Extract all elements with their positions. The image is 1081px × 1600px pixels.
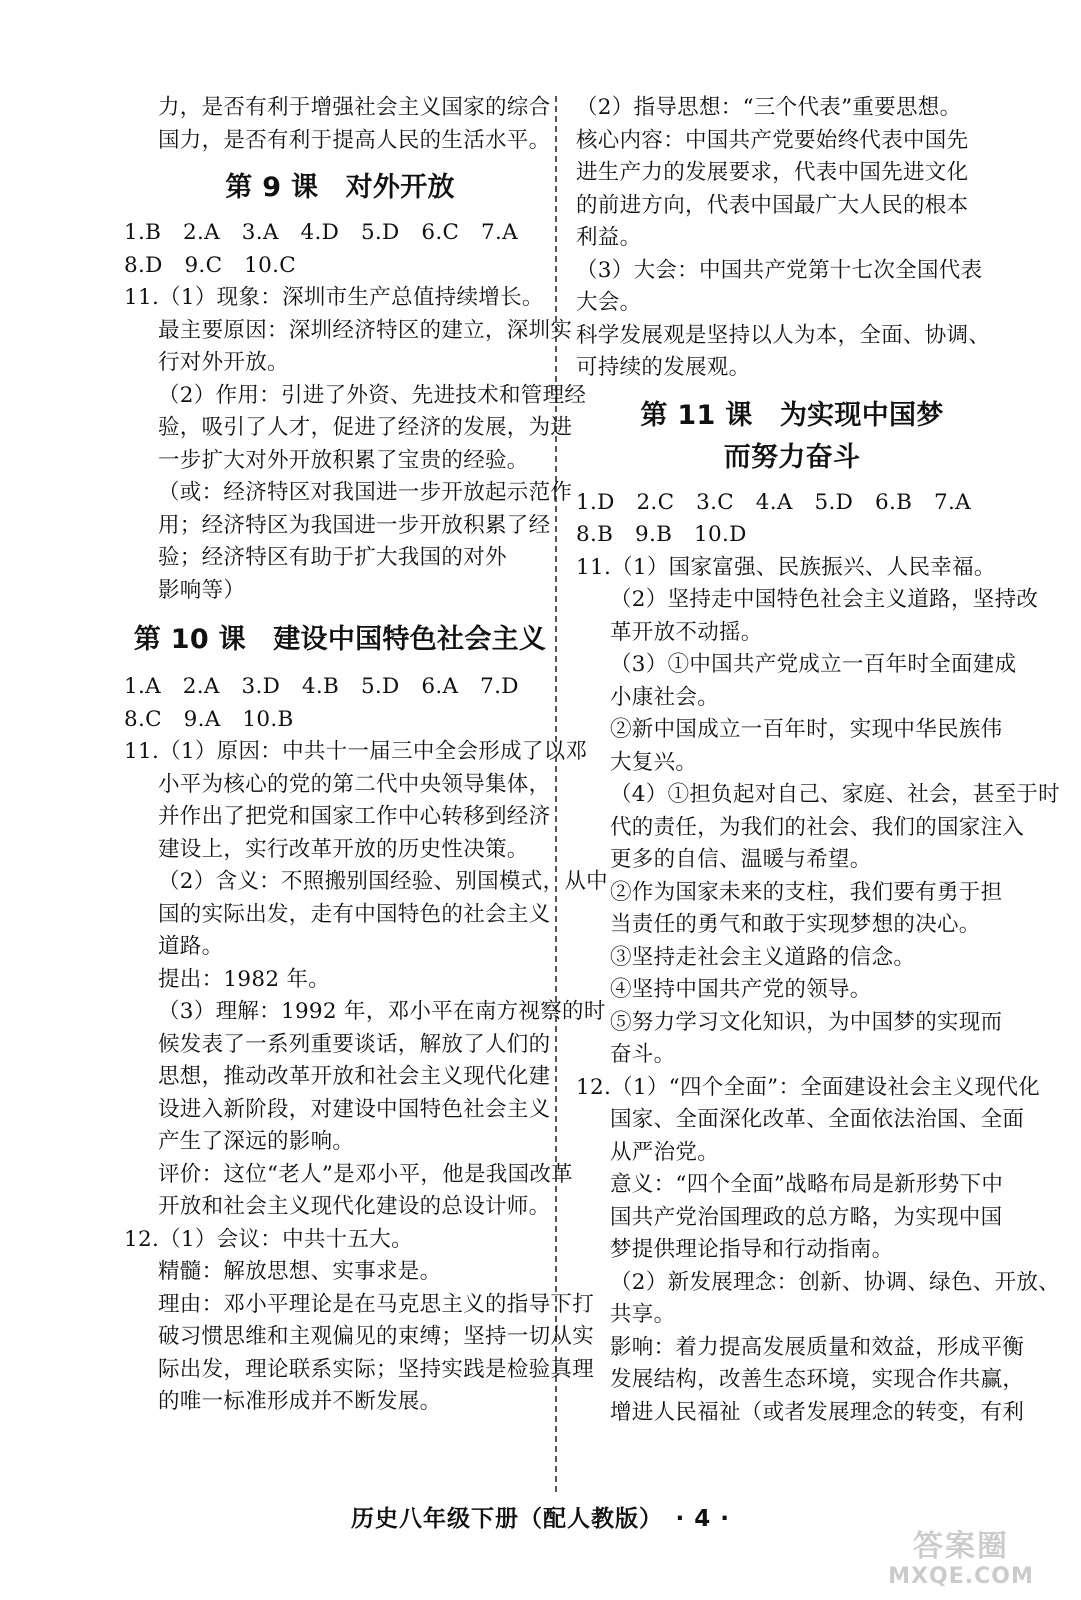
left-column: [124, 92, 608, 1419]
lesson-11-title-line-2: 而努力奋斗: [723, 441, 861, 473]
text-line: 际出发，理论联系实际；坚持实践是检验真理: [158, 1356, 595, 1382]
text-line: 国共产党治国理政的总方略，为实现中国: [610, 1204, 1003, 1230]
watermark-url: MXQE.COM: [888, 1564, 1034, 1589]
text-line: 开放和社会主义现代化建设的总设计师。: [158, 1194, 551, 1219]
text-line: 共享。: [610, 1302, 676, 1327]
right-column: [576, 92, 1060, 1429]
text-line: 梦提供理论指导和行动指南。: [610, 1237, 894, 1262]
text-line: 小平为核心的党的第二代中央领导集体，: [158, 771, 551, 797]
text-line: 的前进方向，代表中国最广大人民的根本: [576, 192, 969, 218]
text-line: 12.（1）会议：中共十五大。: [124, 1226, 413, 1252]
text-line: 11.（1）国家富强、民族振兴、人民幸福。: [576, 554, 996, 580]
text-line: （3）①中国共产党成立一百年时全面建成: [610, 652, 1017, 677]
text-line: 意义：“四个全面”战略布局是新形势下中: [610, 1172, 1004, 1197]
text-line: 核心内容：中国共产党要始终代表中国先: [576, 127, 969, 153]
text-line: 国的实际出发，走有中国特色的社会主义: [158, 901, 551, 927]
lesson-9-answers: 1.B 2.A 3.A 4.D 5.D 6.C 7.A: [124, 220, 518, 245]
text-line: 理由：邓小平理论是在马克思主义的指导下打: [158, 1291, 595, 1317]
text-line: ②新中国成立一百年时，实现中华民族伟: [610, 717, 1003, 742]
text-line: 12.（1）“四个全面”：全面建设社会主义现代化: [576, 1074, 1041, 1100]
text-line: 思想，推动改革开放和社会主义现代化建: [158, 1064, 551, 1089]
lesson-11-title: [576, 395, 1008, 479]
lesson-11-answers: 8.B 9.B 10.D: [576, 522, 747, 547]
text-line: 更多的自信、温暖与希望。: [610, 847, 872, 872]
text-line: ②作为国家未来的支柱，我们要有勇于担: [610, 879, 1003, 905]
text-line: 产生了深远的影响。: [158, 1129, 355, 1154]
text-line: 道路。: [158, 934, 224, 959]
text-line: 利益。: [576, 225, 642, 250]
text-line: ③坚持走社会主义道路的信念。: [610, 944, 916, 970]
text-line: 大复兴。: [610, 749, 698, 775]
text-line: ④坚持中国共产党的领导。: [610, 977, 872, 1002]
text-line: 增进人民福祉（或者发展理念的转变，有利: [610, 1399, 1025, 1425]
text-line: （2）指导思想：“三个代表”重要思想。: [576, 95, 962, 120]
lesson-11-title-line-1: 第 11 课 为实现中国梦: [640, 399, 944, 431]
text-line: 大会。: [576, 290, 642, 315]
text-line: 进生产力的发展要求，代表中国先进文化: [576, 160, 969, 185]
text-line: 用；经济特区为我国进一步开放积累了经: [158, 512, 551, 538]
text-line: 一步扩大对外开放积累了宝贵的经验。: [158, 447, 529, 473]
lesson-11-answers: 1.D 2.C 3.C 4.A 5.D 6.B 7.A: [576, 489, 971, 515]
text-line: 行对外开放。: [158, 350, 289, 375]
watermark-logo: [861, 1529, 1061, 1592]
text-line: 破习惯思维和主观偏见的束缚；坚持一切从实: [158, 1324, 595, 1349]
text-line: ⑤努力学习文化知识，为中国梦的实现而: [610, 1009, 1003, 1035]
text-line: 最主要原因：深圳经济特区的建立，深圳实: [158, 317, 573, 343]
text-line: （4）①担负起对自己、家庭、社会，甚至于时: [610, 782, 1060, 807]
text-line: （2）坚持走中国特色社会主义道路，坚持改: [610, 587, 1039, 612]
text-line: 并作出了把党和国家工作中心转移到经济: [158, 804, 551, 829]
text-line: 力，是否有利于增强社会主义国家的综合: [158, 95, 551, 120]
page-footer: 历史八年级下册（配人教版） · 4 ·: [351, 1506, 730, 1532]
text-line: 影响等）: [158, 577, 246, 603]
text-line: 候发表了一系列重要谈话，解放了人们的: [158, 1031, 551, 1057]
text-line: 可持续的发展观。: [576, 355, 751, 380]
text-line: 科学发展观是坚持以人为本，全面、协调、: [576, 322, 991, 348]
text-line: 评价：这位“老人”是邓小平，他是我国改革: [158, 1161, 573, 1187]
text-line: 精髓：解放思想、实事求是。: [158, 1259, 442, 1284]
lesson-10-answers: 8.C 9.A 10.B: [124, 706, 294, 732]
text-line: 验；经济特区有助于扩大我国的对外: [158, 545, 507, 570]
text-line: 国家、全面深化改革、全面依法治国、全面: [610, 1107, 1025, 1132]
text-line: 国力，是否有利于提高人民的生活水平。: [158, 127, 551, 153]
text-line: （2）作用：引进了外资、先进技术和管理经: [158, 382, 587, 408]
text-line: （3）理解：1992 年，邓小平在南方视察的时: [158, 999, 606, 1024]
lesson-10-answers: 1.A 2.A 3.D 4.B 5.D 6.A 7.D: [124, 674, 519, 699]
text-line: （2）新发展理念：创新、协调、绿色、开放、: [610, 1269, 1060, 1295]
text-line: （2）含义：不照搬别国经验、别国模式，从中: [158, 869, 608, 894]
text-line: 代的责任，为我们的社会、我们的国家注入: [610, 814, 1025, 840]
text-line: 小康社会。: [610, 684, 720, 710]
text-line: 当责任的勇气和敢于实现梦想的决心。: [610, 912, 981, 937]
lesson-9-answers: 8.D 9.C 10.C: [124, 252, 296, 278]
text-line: 验，吸引了人才，促进了经济的发展，为进: [158, 415, 573, 440]
text-line: （或：经济特区对我国进一步开放起示范作: [158, 480, 573, 505]
text-line: 从严治党。: [610, 1139, 720, 1165]
text-line: 建设上，实行改革开放的历史性决策。: [158, 836, 529, 862]
text-line: 发展结构，改善生态环境，实现合作共赢，: [610, 1367, 1025, 1392]
text-line: 的唯一标准形成并不断发展。: [158, 1389, 442, 1414]
lesson-9-title: 第 9 课 对外开放: [225, 172, 455, 203]
text-line: 革开放不动摇。: [610, 619, 763, 645]
text-line: 11.（1）原因：中共十一届三中全会形成了以邓: [124, 739, 588, 764]
text-line: 11.（1）现象：深圳市生产总值持续增长。: [124, 285, 544, 310]
text-line: 奋斗。: [610, 1042, 676, 1067]
text-line: （3）大会：中国共产党第十七次全国代表: [576, 257, 983, 283]
lesson-10-title: 第 10 课 建设中国特色社会主义: [133, 624, 547, 655]
watermark-text: 答案圈: [913, 1529, 1009, 1564]
text-line: 提出：1982 年。: [158, 966, 331, 992]
text-line: 影响：着力提高发展质量和效益，形成平衡: [610, 1334, 1025, 1360]
text-line: 设进入新阶段，对建设中国特色社会主义: [158, 1096, 551, 1122]
